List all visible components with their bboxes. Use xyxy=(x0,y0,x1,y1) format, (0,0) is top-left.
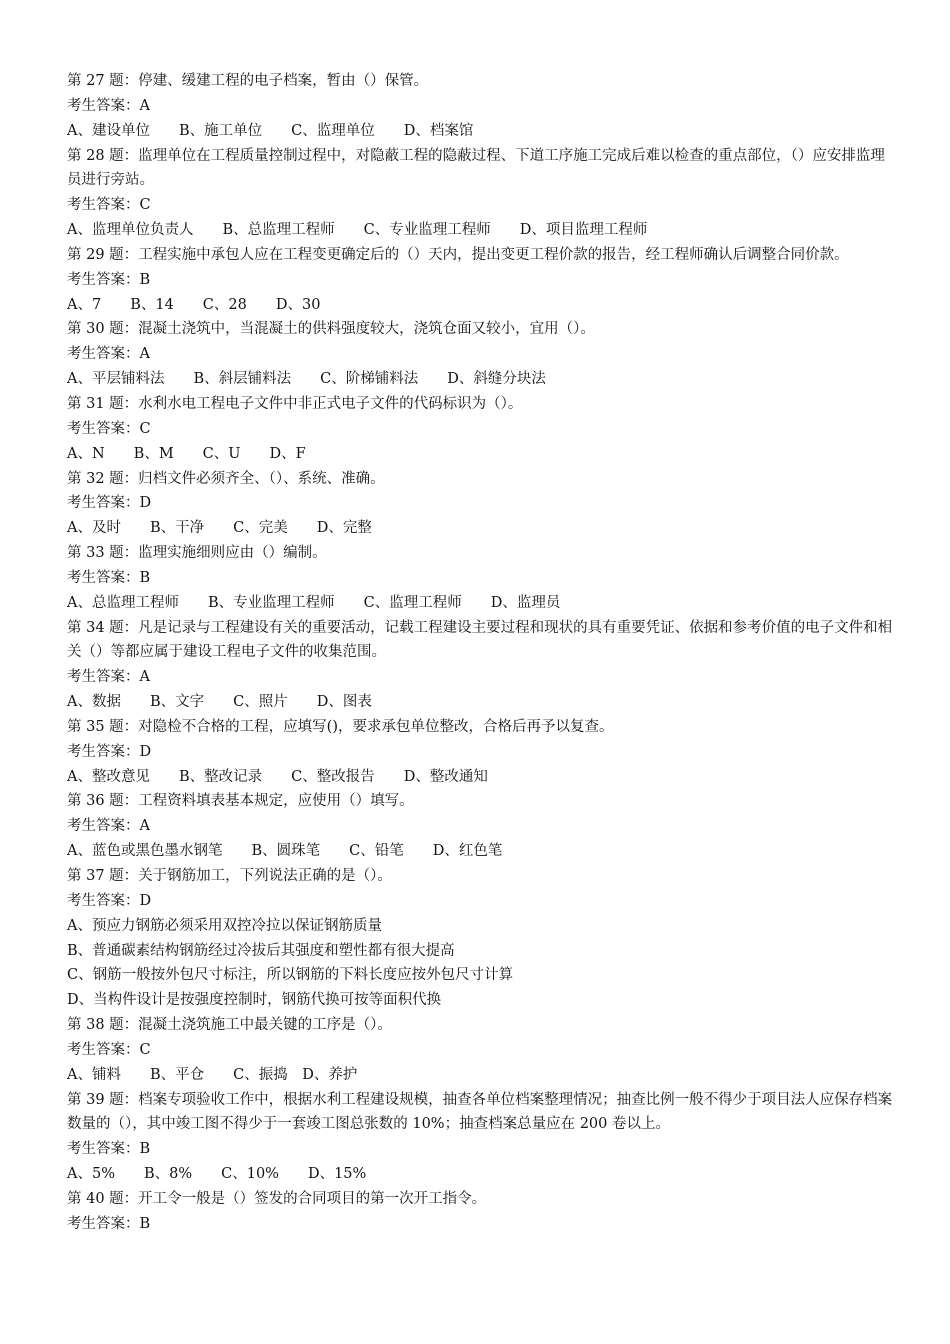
question-text: 第 40 题：开工令一般是（）签发的合同项目的第一次开工指令。 xyxy=(67,1190,487,1207)
answer-line: 考生答案：B xyxy=(67,569,151,586)
option-c: C、钢筋一般按外包尺寸标注，所以钢筋的下料长度应按外包尺寸计算 xyxy=(67,967,514,984)
question-27 xyxy=(67,69,897,144)
question-35 xyxy=(67,715,897,790)
question-37 xyxy=(67,864,897,1013)
option-a: A、预应力钢筋必须采用双控冷拉以保证钢筋质量 xyxy=(67,917,382,934)
answer-line: 考生答案：A xyxy=(67,97,150,114)
question-34 xyxy=(67,616,897,715)
options-line: A、平层铺料法 B、斜层铺料法 C、阶梯铺料法 D、斜缝分块法 xyxy=(67,371,546,388)
question-text: 第 32 题：归档文件必须齐全、（）、系统、准确。 xyxy=(67,470,385,487)
question-40 xyxy=(67,1187,897,1237)
options-line: A、N B、M C、U D、F xyxy=(67,445,306,462)
answer-line: 考生答案：A xyxy=(67,346,150,363)
question-text: 第 31 题：水利水电工程电子文件中非正式电子文件的代码标识为（）。 xyxy=(67,395,523,412)
answer-line: 考生答案：D xyxy=(67,892,152,909)
option-d: D、当构件设计是按强度控制时，钢筋代换可按等面积代换 xyxy=(67,992,442,1009)
answer-line: 考生答案：C xyxy=(67,420,151,437)
options-line: A、7 B、14 C、28 D、30 xyxy=(67,296,321,313)
question-32 xyxy=(67,467,897,542)
question-text: 第 39 题：档案专项验收工作中，根据水利工程建设规模，抽查各单位档案整理情况；抽查比例一般不得少于项目法人应保存档案数量的（），其中竣工图不得少于一套竣工图总张数的 10%；抽查档案总量应在 200 卷以上。 xyxy=(67,1091,893,1133)
question-39 xyxy=(67,1088,897,1187)
question-text: 第 30 题：混凝土浇筑中，当混凝土的供料强度较大，浇筑仓面又较小，宜用（）。 xyxy=(67,321,595,338)
question-31 xyxy=(67,392,897,467)
answer-line: 考生答案：A xyxy=(67,669,150,686)
question-text: 第 35 题：对隐检不合格的工程，应填写()，要求承包单位整改，合格后再予以复查。 xyxy=(67,718,614,735)
question-text: 第 29 题：工程实施中承包人应在工程变更确定后的（）天内，提出变更工程价款的报告，经工程师确认后调整合同价款。 xyxy=(67,246,849,263)
question-text: 第 27 题：停建、缓建工程的电子档案，暂由（）保管。 xyxy=(67,73,429,89)
answer-line: 考生答案：B xyxy=(67,1215,151,1232)
question-29 xyxy=(67,243,897,318)
answer-line: 考生答案：D xyxy=(67,495,152,512)
question-text: 第 36 题：工程资料填表基本规定，应使用（）填写。 xyxy=(67,793,414,810)
options-line: A、蓝色或黑色墨水钢笔 B、圆珠笔 C、铅笔 D、红色笔 xyxy=(67,843,503,860)
answer-line: 考生答案：A xyxy=(67,818,150,835)
options-line: A、总监理工程师 B、专业监理工程师 C、监理工程师 D、监理员 xyxy=(67,594,561,611)
options-line: A、整改意见 B、整改记录 C、整改报告 D、整改通知 xyxy=(67,768,488,785)
answer-line: 考生答案：D xyxy=(67,743,152,760)
answer-line: 考生答案：B xyxy=(67,271,151,288)
options-line: A、建设单位 B、施工单位 C、监理单位 D、档案馆 xyxy=(67,122,474,139)
question-text: 第 37 题：关于钢筋加工，下列说法正确的是（）。 xyxy=(67,868,392,884)
question-text: 第 33 题：监理实施细则应由（）编制。 xyxy=(67,545,327,562)
question-36 xyxy=(67,789,897,864)
question-text: 第 28 题：监理单位在工程质量控制过程中，对隐蔽工程的隐蔽过程、下道工序施工完成后难以检查的重点部位，（）应安排监理员进行旁站。 xyxy=(67,147,885,189)
options-line: A、监理单位负责人 B、总监理工程师 C、专业监理工程师 D、项目监理工程师 xyxy=(67,222,648,239)
question-28 xyxy=(67,144,897,243)
question-text: 第 34 题：凡是记录与工程建设有关的重要活动，记载工程建设主要过程和现状的具有重要凭证、依据和参考价值的电子文件和相关（）等都应属于建设工程电子文件的收集范围。 xyxy=(67,619,893,661)
option-b: B、普通碳素结构钢筋经过冷拔后其强度和塑性都有很大提高 xyxy=(67,942,455,959)
options-line: A、及时 B、干净 C、完美 D、完整 xyxy=(67,520,372,537)
answer-line: 考生答案：C xyxy=(67,1041,151,1058)
question-38 xyxy=(67,1013,897,1088)
exam-document xyxy=(67,69,897,1237)
answer-line: 考生答案：C xyxy=(67,197,151,214)
options-line: A、5% B、8% C、10% D、15% xyxy=(67,1166,367,1183)
options-line: A、铺料 B、平仓 C、振捣 D、养护 xyxy=(67,1066,358,1083)
options-line: A、数据 B、文字 C、照片 D、图表 xyxy=(67,694,372,711)
answer-line: 考生答案：B xyxy=(67,1141,151,1158)
question-33 xyxy=(67,541,897,616)
question-30 xyxy=(67,317,897,392)
question-text: 第 38 题：混凝土浇筑施工中最关键的工序是（）。 xyxy=(67,1017,392,1034)
